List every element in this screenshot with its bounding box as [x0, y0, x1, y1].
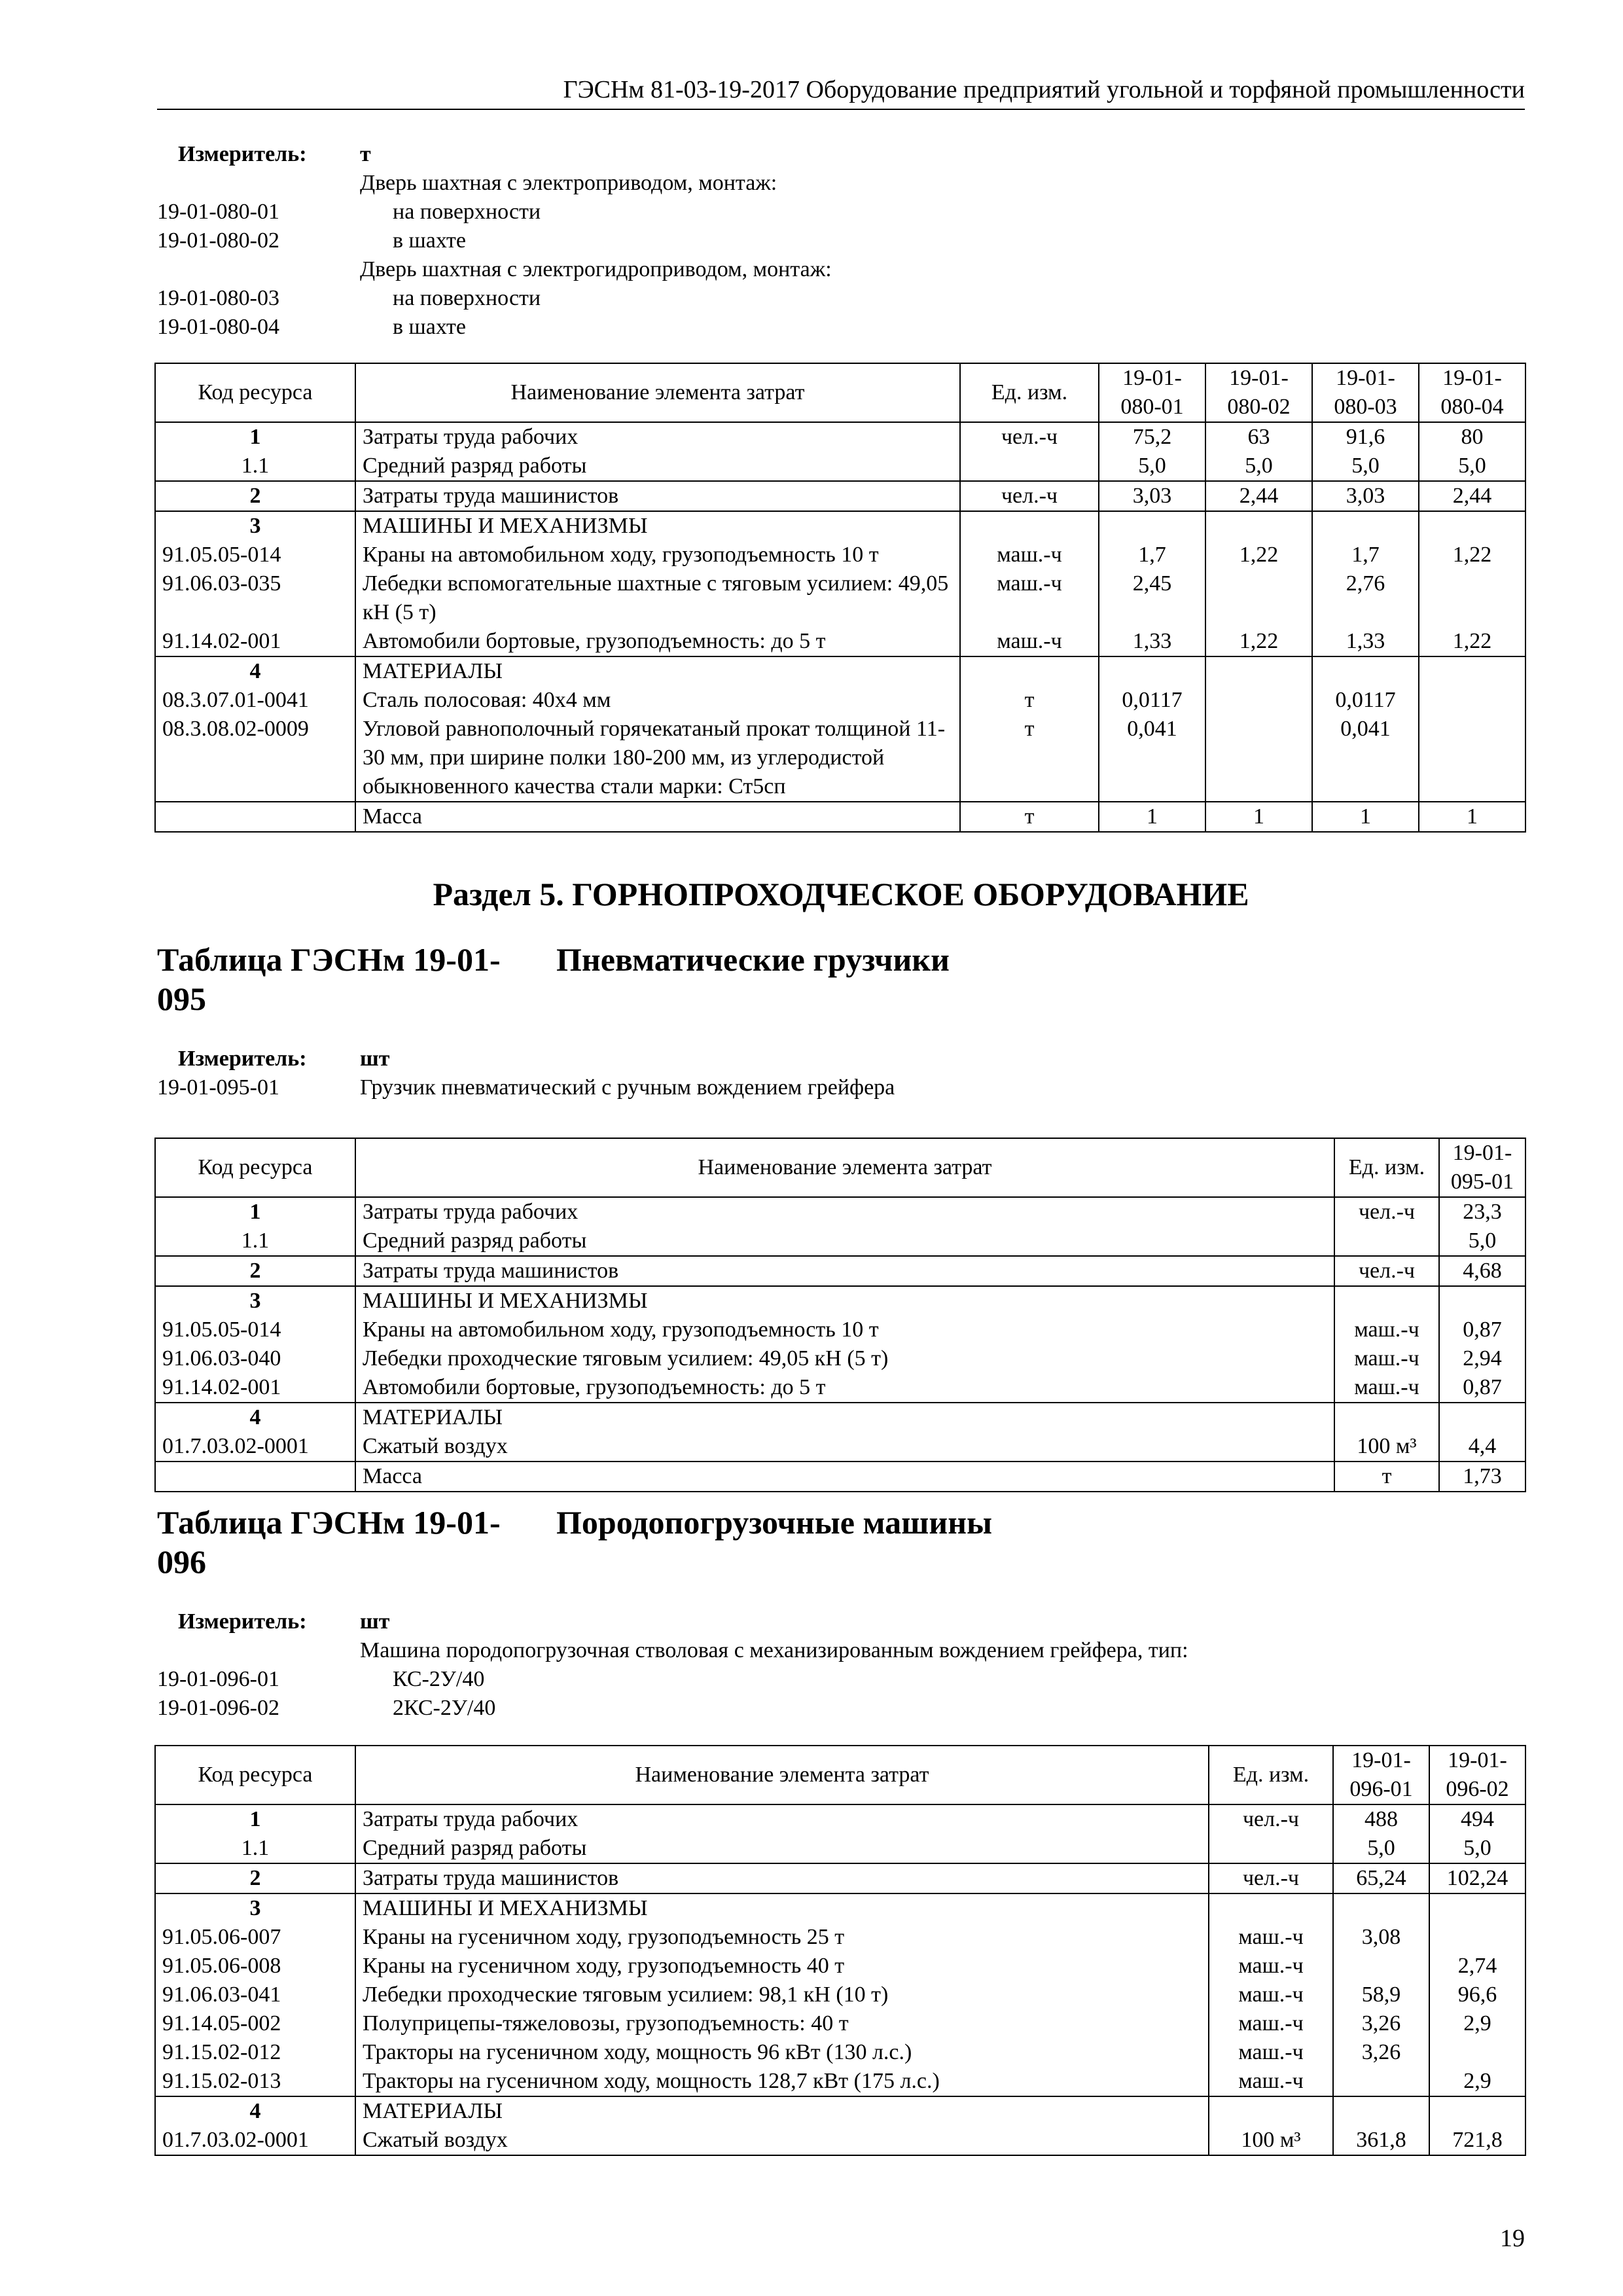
work-code: 19-01-096-01 — [157, 1667, 279, 1691]
norm-value: 721,8 — [1429, 2126, 1525, 2155]
cost-element: Полуприцепы-тяжеловозы, грузоподъемность: 40 т — [355, 2009, 1209, 2038]
col-header-norm: 19-01-080-04 — [1419, 363, 1525, 422]
cost-element: Лебедки проходческие тяговым усилием: 98,1 кН (10 т) — [355, 1981, 1209, 2009]
unit: чел.-ч — [1334, 1197, 1439, 1227]
work-code: 19-01-080-04 — [157, 315, 279, 339]
norm-value: 96,6 — [1429, 1981, 1525, 2009]
norm-value — [1419, 569, 1525, 627]
work-code: 19-01-095-01 — [157, 1075, 279, 1100]
norm-value: 4,68 — [1439, 1256, 1525, 1286]
measure-label: Измеритель: — [178, 1609, 307, 1634]
cost-element: Средний разряд работы — [355, 1834, 1209, 1863]
work-code: 19-01-080-02 — [157, 228, 279, 253]
resource-code: 1.1 — [155, 452, 355, 481]
resource-code: 91.15.02-012 — [155, 2038, 355, 2067]
norm-value: 3,26 — [1333, 2038, 1429, 2067]
norm-value: 58,9 — [1333, 1981, 1429, 2009]
resource-code: 91.14.05-002 — [155, 2009, 355, 2038]
norm-value: 5,0 — [1439, 1227, 1525, 1256]
measure-unit: шт — [360, 1609, 390, 1634]
measure-unit: т — [360, 142, 371, 166]
measure-block-080 — [157, 140, 1525, 342]
norm-value: 3,26 — [1333, 2009, 1429, 2038]
norm-value: 0,87 — [1439, 1373, 1525, 1403]
cost-element: Краны на автомобильном ходу, грузоподъемность 10 т — [355, 541, 960, 569]
table-row — [155, 1432, 1525, 1462]
norm-value: 3,03 — [1312, 481, 1419, 511]
norm-value: 1 — [1419, 802, 1525, 832]
cost-element: Затраты труда машинистов — [355, 1256, 1334, 1286]
col-header-name: Наименование элемента затрат — [355, 1138, 1334, 1197]
measure-label: Измеритель: — [178, 142, 307, 166]
cost-element: Затраты труда машинистов — [355, 481, 960, 511]
work-description: Дверь шахтная с электроприводом, монтаж: — [360, 171, 777, 195]
resource-code: 01.7.03.02-0001 — [155, 2126, 355, 2155]
measure-block-096 — [157, 1607, 1525, 1723]
resource-code: 91.14.02-001 — [155, 627, 355, 656]
table-row — [155, 656, 1525, 686]
unit: маш.-ч — [1334, 1344, 1439, 1373]
resource-code: 3 — [155, 511, 355, 541]
table-row — [155, 1403, 1525, 1432]
table-title-095 — [157, 940, 1525, 1018]
measure-label: Измеритель: — [178, 1047, 307, 1071]
norm-value: 23,3 — [1439, 1197, 1525, 1227]
work-description: Грузчик пневматический с ручным вождением грейфера — [360, 1075, 895, 1100]
unit: маш.-ч — [960, 627, 1099, 656]
norm-value: 1,33 — [1099, 627, 1205, 656]
table-row — [155, 1256, 1525, 1286]
measure-block-095 — [157, 1045, 1525, 1102]
unit: маш.-ч — [960, 569, 1099, 627]
norm-value: 102,24 — [1429, 1863, 1525, 1893]
unit: т — [960, 802, 1099, 832]
norm-value: 2,9 — [1429, 2067, 1525, 2096]
norm-value: 361,8 — [1333, 2126, 1429, 2155]
norm-value: 5,0 — [1205, 452, 1312, 481]
table-row — [155, 1834, 1525, 1863]
unit: т — [1334, 1462, 1439, 1492]
norm-value: 5,0 — [1312, 452, 1419, 481]
resource-code: 1.1 — [155, 1227, 355, 1256]
norm-value: 2,74 — [1429, 1952, 1525, 1981]
cost-element: Сжатый воздух — [355, 1432, 1334, 1462]
table-row — [155, 481, 1525, 511]
col-header-code: Код ресурса — [155, 1138, 355, 1197]
work-description: Машина породопогрузочная стволовая с механизированным вождением грейфера, тип: — [360, 1638, 1188, 1662]
work-code: 19-01-080-03 — [157, 286, 279, 310]
col-header-norm: 19-01-080-03 — [1312, 363, 1419, 422]
table-row — [155, 422, 1525, 452]
norm-value: 75,2 — [1099, 422, 1205, 452]
norm-value: 80 — [1419, 422, 1525, 452]
cost-element: Угловой равнополочный горячекатаный прокат толщиной 11-30 мм, при ширине полки 180-200 мм, из углеродистой обыкновенного качества стали марки: Ст5сп — [355, 715, 960, 802]
cost-element: Тракторы на гусеничном ходу, мощность 128,7 кВт (175 л.с.) — [355, 2067, 1209, 2096]
resource-code: 2 — [155, 1256, 355, 1286]
cost-element: Краны на гусеничном ходу, грузоподъемность 25 т — [355, 1923, 1209, 1952]
work-description: на поверхности — [393, 286, 541, 310]
unit: маш.-ч — [1209, 2067, 1333, 2096]
section-heading: МАШИНЫ И МЕХАНИЗМЫ — [355, 1893, 1209, 1923]
table-row — [155, 1923, 1525, 1952]
section-title: Раздел 5. ГОРНОПРОХОДЧЕСКОЕ ОБОРУДОВАНИЕ — [433, 876, 1249, 912]
resource-code: 91.15.02-013 — [155, 2067, 355, 2096]
unit: маш.-ч — [1209, 2038, 1333, 2067]
table-row — [155, 1863, 1525, 1893]
resource-code: 2 — [155, 481, 355, 511]
table-row — [155, 1462, 1525, 1492]
table-row — [155, 511, 1525, 541]
unit — [1334, 1227, 1439, 1256]
table-row — [155, 541, 1525, 569]
norm-value: 1,22 — [1205, 627, 1312, 656]
norm-value: 0,041 — [1099, 715, 1205, 802]
norm-value: 494 — [1429, 1804, 1525, 1834]
col-header-unit: Ед. изм. — [960, 363, 1099, 422]
unit: чел.-ч — [1334, 1256, 1439, 1286]
norm-value: 5,0 — [1333, 1834, 1429, 1863]
table-row — [155, 1804, 1525, 1834]
unit: маш.-ч — [960, 541, 1099, 569]
work-code: 19-01-080-01 — [157, 200, 279, 224]
resource-code: 08.3.08.02-0009 — [155, 715, 355, 802]
section-heading: МАТЕРИАЛЫ — [355, 656, 960, 686]
cost-element: Сжатый воздух — [355, 2126, 1209, 2155]
table-row — [155, 1227, 1525, 1256]
norm-value: 91,6 — [1312, 422, 1419, 452]
resource-code: 1 — [155, 422, 355, 452]
cost-element: Затраты труда рабочих — [355, 422, 960, 452]
table-row — [155, 1373, 1525, 1403]
resource-code: 91.05.06-008 — [155, 1952, 355, 1981]
table-row — [155, 452, 1525, 481]
table-row — [155, 627, 1525, 656]
col-header-norm: 19-01-095-01 — [1439, 1138, 1525, 1197]
unit: маш.-ч — [1334, 1373, 1439, 1403]
norm-value: 0,041 — [1312, 715, 1419, 802]
work-description: на поверхности — [393, 200, 541, 224]
resource-code: 91.06.03-040 — [155, 1344, 355, 1373]
resource-code: 91.14.02-001 — [155, 1373, 355, 1403]
norm-value — [1205, 569, 1312, 627]
cost-element: Автомобили бортовые, грузоподъемность: до 5 т — [355, 1373, 1334, 1403]
norm-value: 1,7 — [1099, 541, 1205, 569]
col-header-unit: Ед. изм. — [1334, 1138, 1439, 1197]
norm-value: 1 — [1205, 802, 1312, 832]
unit: маш.-ч — [1209, 1952, 1333, 1981]
cost-element: Средний разряд работы — [355, 1227, 1334, 1256]
norm-value — [1419, 715, 1525, 802]
norm-table-080 — [154, 363, 1526, 833]
norm-value: 2,45 — [1099, 569, 1205, 627]
resource-code — [155, 1462, 355, 1492]
table-title-096 — [157, 1503, 1525, 1581]
resource-code: 91.05.05-014 — [155, 541, 355, 569]
col-header-norm: 19-01-080-01 — [1099, 363, 1205, 422]
unit: чел.-ч — [960, 481, 1099, 511]
section-heading: МАТЕРИАЛЫ — [355, 2096, 1209, 2126]
norm-value: 4,4 — [1439, 1432, 1525, 1462]
cost-element: Лебедки проходческие тяговым усилием: 49,05 кН (5 т) — [355, 1344, 1334, 1373]
norm-value: 2,44 — [1205, 481, 1312, 511]
table-row — [155, 1197, 1525, 1227]
resource-code: 4 — [155, 656, 355, 686]
table-row — [155, 1286, 1525, 1316]
norm-value: 63 — [1205, 422, 1312, 452]
unit: чел.-ч — [1209, 1863, 1333, 1893]
table-row — [155, 1344, 1525, 1373]
work-description: Дверь шахтная с электрогидроприводом, монтаж: — [360, 257, 832, 281]
norm-value — [1429, 1923, 1525, 1952]
measure-unit: шт — [360, 1047, 390, 1071]
unit — [1209, 1834, 1333, 1863]
table-row — [155, 1893, 1525, 1923]
norm-value: 1 — [1099, 802, 1205, 832]
table-row — [155, 1952, 1525, 1981]
unit — [960, 452, 1099, 481]
unit: т — [960, 715, 1099, 802]
section-heading: МАТЕРИАЛЫ — [355, 1403, 1334, 1432]
col-header-code: Код ресурса — [155, 1746, 355, 1804]
resource-code: 2 — [155, 1863, 355, 1893]
norm-value: 1,22 — [1419, 627, 1525, 656]
table-row — [155, 569, 1525, 627]
resource-code: 91.05.06-007 — [155, 1923, 355, 1952]
unit: чел.-ч — [1209, 1804, 1333, 1834]
table-row — [155, 802, 1525, 832]
resource-code: 91.06.03-041 — [155, 1981, 355, 2009]
running-header: ГЭСНм 81-03-19-2017 Оборудование предприятий угольной и торфяной промышленности — [157, 73, 1525, 110]
cost-element: Затраты труда машинистов — [355, 1863, 1209, 1893]
table-row — [155, 686, 1525, 715]
unit: маш.-ч — [1209, 2009, 1333, 2038]
norm-value: 1,33 — [1312, 627, 1419, 656]
unit: маш.-ч — [1334, 1316, 1439, 1344]
unit: 100 м³ — [1209, 2126, 1333, 2155]
norm-table-095 — [154, 1138, 1526, 1492]
resource-code: 91.05.05-014 — [155, 1316, 355, 1344]
table-row — [155, 1981, 1525, 2009]
resource-code: 08.3.07.01-0041 — [155, 686, 355, 715]
unit: 100 м³ — [1334, 1432, 1439, 1462]
cost-element: Лебедки вспомогательные шахтные с тяговым усилием: 49,05 кН (5 т) — [355, 569, 960, 627]
mass-label: Масса — [355, 1462, 1334, 1492]
norm-value — [1419, 686, 1525, 715]
resource-code: 1 — [155, 1804, 355, 1834]
table-row — [155, 2096, 1525, 2126]
table-row — [155, 1316, 1525, 1344]
table-row — [155, 2067, 1525, 2096]
unit: маш.-ч — [1209, 1981, 1333, 2009]
norm-value: 3,03 — [1099, 481, 1205, 511]
norm-value: 2,94 — [1439, 1344, 1525, 1373]
resource-code: 3 — [155, 1893, 355, 1923]
section-heading: МАШИНЫ И МЕХАНИЗМЫ — [355, 1286, 1334, 1316]
norm-value: 5,0 — [1429, 1834, 1525, 1863]
norm-value — [1333, 2067, 1429, 2096]
norm-value: 3,08 — [1333, 1923, 1429, 1952]
work-description: в шахте — [393, 228, 466, 253]
col-header-name: Наименование элемента затрат — [355, 363, 960, 422]
norm-value: 1,22 — [1205, 541, 1312, 569]
norm-value: 0,87 — [1439, 1316, 1525, 1344]
norm-value: 0,0117 — [1312, 686, 1419, 715]
resource-code: 4 — [155, 1403, 355, 1432]
norm-value: 1,7 — [1312, 541, 1419, 569]
table-name: Пневматические грузчики — [556, 941, 950, 978]
table-name: Породопогрузочные машины — [556, 1504, 993, 1541]
norm-value: 5,0 — [1099, 452, 1205, 481]
norm-value: 1,73 — [1439, 1462, 1525, 1492]
resource-code: 1 — [155, 1197, 355, 1227]
norm-value: 5,0 — [1419, 452, 1525, 481]
norm-value: 65,24 — [1333, 1863, 1429, 1893]
norm-value: 1 — [1312, 802, 1419, 832]
norm-value: 2,9 — [1429, 2009, 1525, 2038]
col-header-norm: 19-01-096-01 — [1333, 1746, 1429, 1804]
norm-value: 1,22 — [1419, 541, 1525, 569]
norm-value: 2,76 — [1312, 569, 1419, 627]
unit: маш.-ч — [1209, 1923, 1333, 1952]
norm-value: 2,44 — [1419, 481, 1525, 511]
norm-value: 488 — [1333, 1804, 1429, 1834]
cost-element: Средний разряд работы — [355, 452, 960, 481]
mass-label: Масса — [355, 802, 960, 832]
cost-element: Краны на автомобильном ходу, грузоподъемность 10 т — [355, 1316, 1334, 1344]
cost-element: Тракторы на гусеничном ходу, мощность 96 кВт (130 л.с.) — [355, 2038, 1209, 2067]
cost-element: Затраты труда рабочих — [355, 1197, 1334, 1227]
resource-code: 1.1 — [155, 1834, 355, 1863]
resource-code: 91.06.03-035 — [155, 569, 355, 627]
unit: т — [960, 686, 1099, 715]
section-heading: МАШИНЫ И МЕХАНИЗМЫ — [355, 511, 960, 541]
cost-element: Сталь полосовая: 40х4 мм — [355, 686, 960, 715]
work-description: 2КС-2У/40 — [393, 1696, 496, 1720]
resource-code: 3 — [155, 1286, 355, 1316]
col-header-code: Код ресурса — [155, 363, 355, 422]
norm-value — [1205, 715, 1312, 802]
norm-table-096 — [154, 1745, 1526, 2156]
col-header-name: Наименование элемента затрат — [355, 1746, 1209, 1804]
work-description: КС-2У/40 — [393, 1667, 485, 1691]
norm-value — [1205, 686, 1312, 715]
table-row — [155, 2126, 1525, 2155]
table-number: Таблица ГЭСНм 19-01-095 — [157, 941, 501, 1017]
norm-value — [1429, 2038, 1525, 2067]
cost-element: Затраты труда рабочих — [355, 1804, 1209, 1834]
col-header-norm: 19-01-080-02 — [1205, 363, 1312, 422]
resource-code: 01.7.03.02-0001 — [155, 1432, 355, 1462]
table-row — [155, 2009, 1525, 2038]
table-number: Таблица ГЭСНм 19-01-096 — [157, 1504, 501, 1580]
resource-code — [155, 802, 355, 832]
table-row — [155, 2038, 1525, 2067]
cost-element: Автомобили бортовые, грузоподъемность: до 5 т — [355, 627, 960, 656]
table-row — [155, 715, 1525, 802]
unit: чел.-ч — [960, 422, 1099, 452]
work-description: в шахте — [393, 315, 466, 339]
norm-value — [1333, 1952, 1429, 1981]
work-code: 19-01-096-02 — [157, 1696, 279, 1720]
col-header-norm: 19-01-096-02 — [1429, 1746, 1525, 1804]
page-number: 19 — [1500, 2225, 1525, 2252]
col-header-unit: Ед. изм. — [1209, 1746, 1333, 1804]
resource-code: 4 — [155, 2096, 355, 2126]
cost-element: Краны на гусеничном ходу, грузоподъемность 40 т — [355, 1952, 1209, 1981]
norm-value: 0,0117 — [1099, 686, 1205, 715]
